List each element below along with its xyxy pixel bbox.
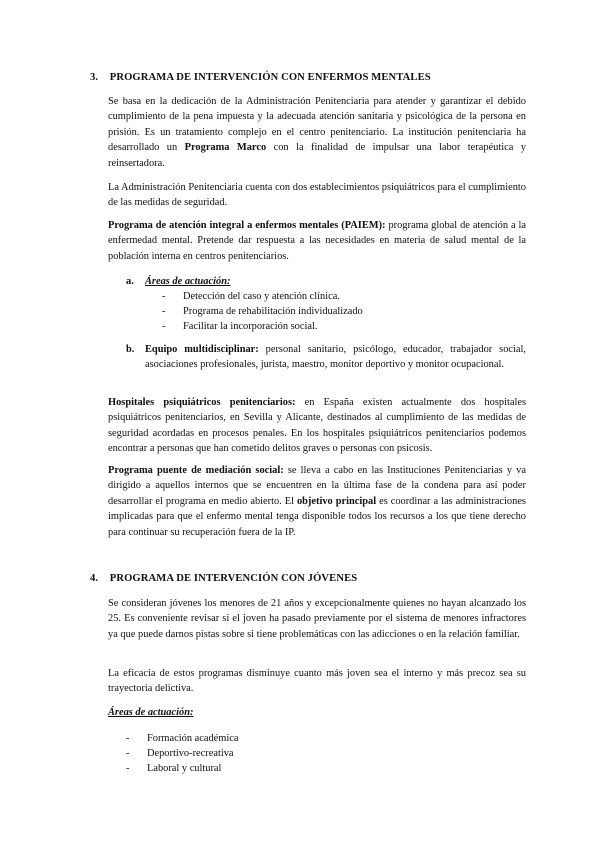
section-4-heading [90, 573, 357, 584]
list-item-text: Facilitar la incorporación social. [183, 321, 318, 332]
dash-marker: - [126, 733, 130, 744]
puente-text-end: es coordinar a las administraciones implicadas para que el enfermo mental tenga disponible todos los recursos a los que tiene derecho para continuar su recuperación fuera de la IP. [108, 495, 526, 538]
hospitales-text: en España existen actualmente dos hospitales psiquiátricos penitenciarios, en Sevilla y Alicante, destinados al cumplimiento de las medidas de seguridad acordadas en procesos penales. En los hospitales psiquiátricos penitenciarios podemos encontrar a personas que han cometido delitos graves o personas con psicosis. [108, 397, 526, 455]
section-4-areas-heading [108, 705, 193, 720]
equipo-item [126, 342, 526, 372]
equipo-bold: Equipo multidisciplinar: [145, 344, 259, 355]
section-3-paragraph-establishments: La Administración Penitenciaria cuenta con dos establecimientos psiquiátricos para el cumplimiento de las medidas de seguridad. [108, 182, 526, 209]
programa-marco-bold: Programa Marco [184, 142, 267, 154]
list-item [126, 731, 238, 746]
areas-marker: a. [126, 276, 134, 287]
list-item [162, 319, 317, 334]
list-item-text: Detección del caso y atención clínica. [183, 291, 340, 302]
list-item [126, 746, 234, 761]
section-3-paragraph-intro [108, 94, 526, 171]
section-3-title: PROGRAMA DE INTERVENCIÓN CON ENFERMOS MENTALES [109, 72, 431, 83]
intro-text-end: con la finalidad de impulsar una labor terapéutica y reinsertadora. [108, 142, 526, 169]
areas-heading [126, 274, 230, 289]
list-item [162, 304, 363, 319]
section-3-paragraph-puente [108, 463, 526, 540]
hospitales-bold: Hospitales psiquiátricos penitenciarios: [108, 397, 296, 408]
list-item [126, 761, 221, 776]
list-item-text: Programa de rehabilitación individualizado [183, 306, 363, 317]
dash-marker: - [162, 306, 166, 317]
intro-text: Se basa en la dedicación de la Administración Penitenciaria para atender y garantizar el debido cumplimiento de la pena impuesta y la adecuada atención sanitaria y psicológica de la persona en prisión. Es un tratamiento complejo en el centro penitenciario. La institución penitenciaria ha desarrollado un [108, 96, 526, 154]
section-4-paragraph-eficacia: La eficacia de estos programas disminuye cuanto más joven sea el interno y más precoz sea su trayectoria delictiva. [108, 668, 526, 695]
dash-marker: - [126, 763, 130, 774]
section-4-number: 4. [90, 573, 99, 584]
areas-title: Áreas de actuación: [145, 276, 231, 287]
list-item-text: Laboral y cultural [147, 763, 222, 774]
objetivo-bold: objetivo principal [296, 495, 377, 507]
section-3-heading [90, 72, 431, 83]
paiem-bold: Programa de atención integral a enfermos mentales (PAIEM): [108, 220, 386, 231]
section-4-title: PROGRAMA DE INTERVENCIÓN CON JÓVENES [109, 573, 358, 584]
dash-marker: - [126, 748, 130, 759]
equipo-body [145, 342, 526, 372]
paiem-text: programa global de atención a la enfermedad mental. Pretende dar respuesta a las necesidades en materia de salud mental de la población interna en centros penitenciarios. [108, 220, 526, 262]
equipo-text: personal sanitario, psicólogo, educador, trabajador social, asociaciones profesionales, jurista, maestro, monitor deportivo y monitor ocupacional. [145, 344, 527, 370]
puente-text: se lleva a cabo en las Instituciones Penitenciarias y va dirigido a aquellos internos que se encuentren en la última fase de la condena para así poder desarrollar el programa en medio abierto. El [108, 465, 526, 507]
list-item-text: Formación académica [147, 733, 239, 744]
dash-marker: - [162, 321, 166, 332]
puente-bold: Programa puente de mediación social: [108, 465, 284, 476]
section-3-number: 3. [90, 72, 99, 83]
list-item-text: Deportivo-recreativa [147, 748, 234, 759]
equipo-marker: b. [126, 344, 135, 355]
section-4-areas-title: Áreas de actuación: [108, 707, 194, 718]
section-3-paragraph-hospitales [108, 395, 526, 457]
section-4-paragraph-intro: Se consideran jóvenes los menores de 21 años y excepcionalmente quienes no hayan alcanzado los 25. Es conveniente revisar si el joven ha pasado previamente por el sistema de menores infractores ya que puede darnos pistas sobre si tiene problemáticas con las adicciones o en la relación familiar. [108, 598, 526, 640]
list-item [162, 289, 340, 304]
dash-marker: - [162, 291, 166, 302]
section-3-paragraph-paiem [108, 218, 526, 264]
